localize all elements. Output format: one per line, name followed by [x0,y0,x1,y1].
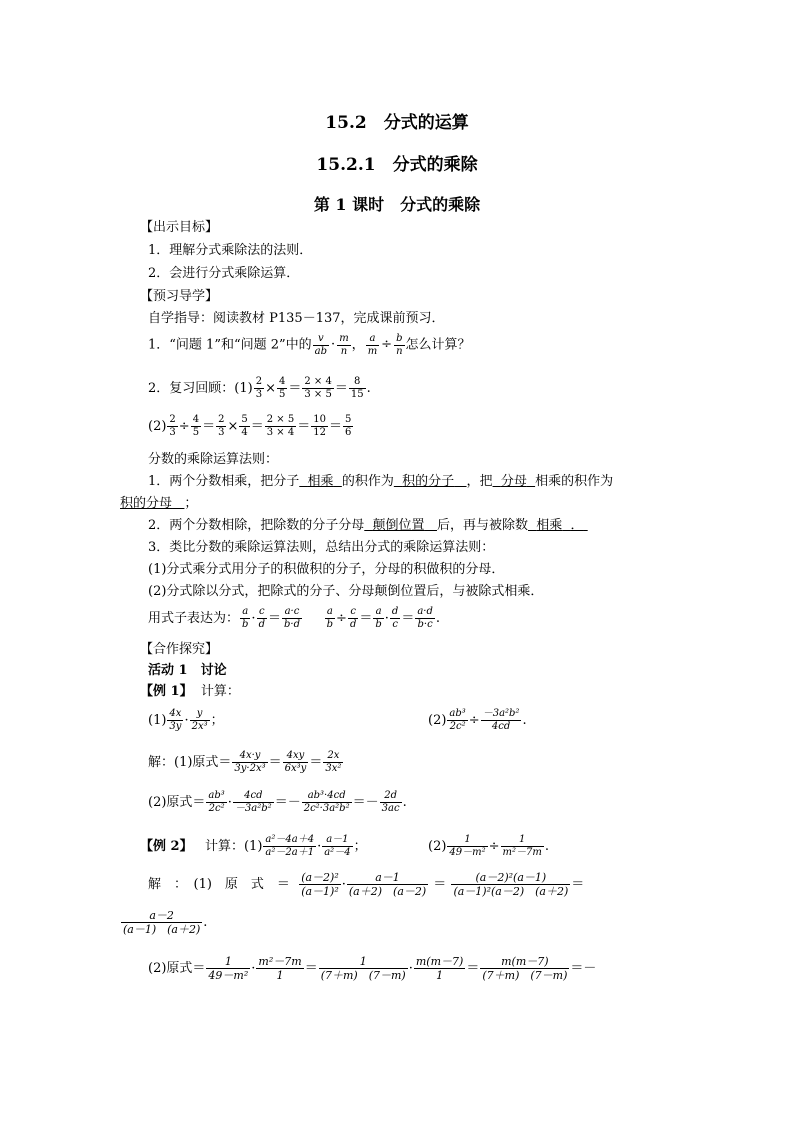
q2-text: 2．复习回顾：(1) [148,381,253,396]
question-2: 2．复习回顾：(1) $\frac{2}{3}$ × $\frac{4}{5}$ ＝ $\frac{2 \times 4}{3 \times 5}$ ＝ $\frac{8}{15}$ . [148,376,371,400]
preview-heading: 【预习导学】 [140,289,219,304]
self-study-guide: 自学指导：阅读教材 P135－137，完成课前预习． [148,311,445,326]
rule-3-2: (2)分式除以分式，把除式的分子、分母颠倒位置后，与被除式相乘． [148,584,544,599]
rule-3: 3．类比分数的乘除运算法则，总结出分式的乘除运算法则： [148,540,495,555]
r1-blank-1: 相乘 [307,474,334,489]
ex1-problem-2: (2) $\frac{\text{ab³}}{\text{2c²}}$ ÷ $\frac{\text{－3a²b²}}{4cd}$ . [428,708,527,732]
ex2-problem-2: (2) $\frac{1}{\text{49－m²}}$ ÷ $\frac{1}{\text{m²－7m}}$ . [428,834,550,858]
r2-a: 2．两个分数相除，把除数的分子分母 [148,518,365,533]
ex2-solution-2: (2)原式＝ $\frac{1}{\text{49－m²}}$ · $\frac{\text{m²－7m}}{1}$ ＝ $\frac{1}{(7+m) (7-m)}$ · $\frac{m(m-7)}{1}$ ＝ $\frac{m(m-7)}{(7+m) (7-m)}$ ＝－ [148,955,597,982]
r2-blank-2: 相乘 ． [536,518,584,533]
ex1-problem-1: (1) $\frac{4x}{3y}$ · $\frac{y}{\text{2x³}}$ ； [148,708,224,732]
r1-blank-3: 分母 [500,474,527,489]
section-title: 15.2 分式的运算 [325,113,469,133]
explore-heading: 【合作探究】 [140,642,219,657]
question-1: 1．“问题 1”和“问题 2”中的 $\frac{v}{ab}$ · $\frac{m}{n}$ ， $\frac{a}{m}$ ÷ $\frac{b}{n}$ 怎么计算？ [148,332,471,357]
question-2b: (2) $\frac{2}{3}$ ÷ $\frac{4}{5}$ ＝ $\frac{2}{3}$ × $\frac{5}{4}$ ＝ $\frac{2 \times 5}{3 \times 4}$ ＝ $\frac{10}{12}$ ＝ $\frac{5}{6}$ [148,414,352,438]
ex2-solution-1: 解 ： (1) 原 式 ＝ $\frac{\text{(a－2)²}}{\text{(a－1)²}}$ · $\frac{a-1}{(a+2) (a-2)}$ ＝ $\frac{\text{(a－2)²(a－1)}}{\text{(a－1)²(a－2) (a＋2)}}$ ＝ [148,871,585,898]
ex1-task: 计算： [200,684,240,699]
r1-a: 1．两个分数相乘，把分子 [148,474,300,489]
subsection-title: 15.2.1 分式的乘除 [316,155,478,175]
goals-heading: 【出示目标】 [140,220,219,235]
r1-g: 相乘的积作为 [535,474,614,489]
rule-title: 分数的乘除运算法则： [148,452,279,467]
ex2-task: 计算：(1) [204,839,263,854]
rule-1 [148,474,613,490]
example-2: 【例 2】 计算：(1) $\frac{\text{a²－4a＋4}}{\text{a²－2a＋1}}$ · $\frac{a-1}{\text{a²－4}}$ ； [140,834,367,858]
r1-blank-4: 积的分母 [120,496,173,511]
rule-1-cont [120,496,197,512]
formula-pre: 用式子表达为： [148,611,240,626]
activity-1: 活动 1 讨论 [148,663,227,678]
q1-text: 1．“问题 1”和“问题 2”中的 [148,337,312,353]
formula-line: 用式子表达为： $\frac{a}{b}$ · $\frac{c}{d}$ ＝ $\frac{a\cdot c}{b\cdot d}$ $\frac{a}{b}$ ÷ $\frac{c}{d}$ ＝ $\frac{a}{b}$ · $\frac{d}{c}$ ＝ $\frac{a\cdot d}{b\cdot c}$ . [148,606,441,630]
lesson-title: 第 1 课时 分式的乘除 [313,195,481,214]
ex2-heading: 【例 2】 [140,839,193,854]
ex2-solution-1-cont: $\frac{a-2}{(a-1) (a+2)}$ . [123,909,208,936]
r1-i: ； [184,496,198,511]
ex1-heading: 【例 1】 [140,684,193,699]
example-1 [140,684,240,700]
rule-2 [148,518,588,534]
r2-blank-1: 颠倒位置 [372,518,425,533]
r1-blank-2: 积的分子 [402,474,455,489]
q2b-text: (2) [148,419,167,434]
r1-e: ，把 [466,474,493,489]
goal-1: 1．理解分式乘除法的法则． [148,243,313,258]
r2-c: 后，再与被除数 [436,518,528,533]
goal-2: 2．会进行分式乘除运算． [148,266,300,281]
r1-c: 的积作为 [341,474,394,489]
q1-text-end: 怎么计算？ [405,337,471,353]
rule-3-1: (1)分式乘分式用分子的积做积的分子，分母的积做积的分母． [148,562,505,577]
ex1-solution-2: (2)原式＝ $\frac{\text{ab³}}{\text{2c²}}$ · $\frac{4cd}{\text{－3a²b²}}$ ＝－ $\frac{\text{ab³·4cd}}{\text{2c²·3a²b²}}$ ＝－ $\frac{2d}{3ac}$ . [148,790,407,814]
ex1-solution-1: 解：(1)原式＝ $\frac{4x\cdot y}{\text{3y·2x³}}$ ＝ $\frac{4xy}{\text{6x³y}}$ ＝ $\frac{2x}{\text{3x²}}$ [148,750,342,774]
